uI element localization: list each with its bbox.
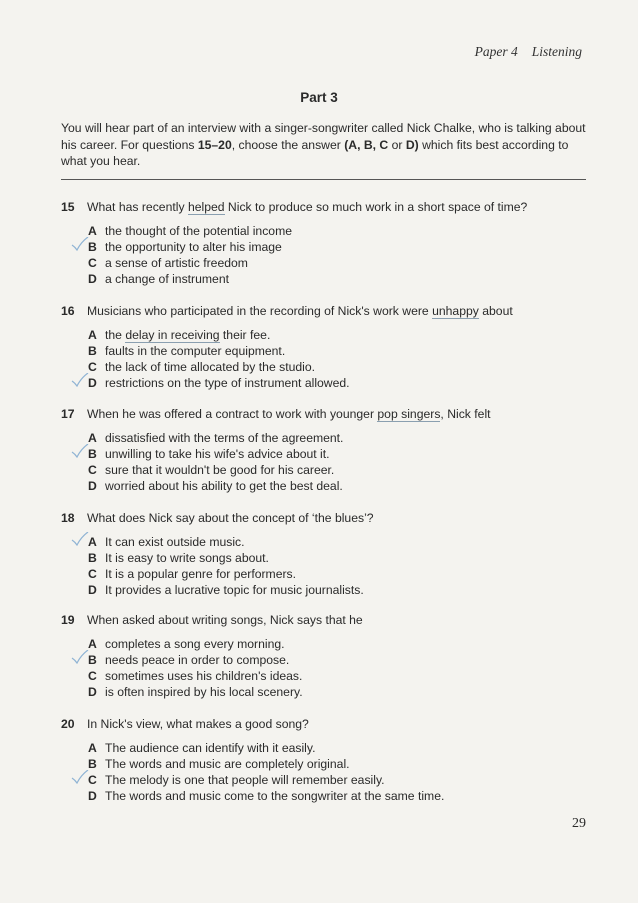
answer-option-a: [61, 430, 591, 446]
tick-mark-icon: [71, 770, 89, 784]
option-text: a change of instrument: [105, 272, 229, 286]
question-text: What does Nick say about the concept of ‘the blues’?: [87, 511, 374, 525]
answer-options: [61, 327, 591, 391]
answer-option-d: [61, 478, 591, 494]
section-label: Listening: [531, 44, 582, 59]
option-text: It provides a lucrative topic for music journalists.: [105, 583, 364, 597]
question-number: 17: [61, 407, 75, 421]
option-text: sometimes uses his children's ideas.: [105, 669, 303, 683]
option-letter: B: [88, 551, 97, 565]
option-letter: A: [88, 741, 97, 755]
option-text: unwilling to take his wife's advice about it.: [105, 447, 330, 461]
question-stem: [61, 198, 591, 216]
intro-text-1: You will hear part of an interview with a singer-songwriter called Nick Chalke, who is talking about his career. For questions: [61, 121, 586, 152]
answer-option-b: [61, 550, 591, 566]
answer-option-d: [61, 788, 591, 804]
answer-options: [61, 740, 591, 804]
answer-option-d: [61, 271, 591, 287]
option-text: completes a song every morning.: [105, 637, 285, 651]
option-letter: B: [88, 344, 97, 358]
option-letter: D: [88, 583, 97, 597]
answer-option-b: [61, 446, 591, 462]
question-18: [61, 509, 591, 598]
answer-option-d: [61, 582, 591, 598]
option-letter: A: [88, 431, 97, 445]
instructions: [61, 120, 589, 170]
option-letter: A: [88, 535, 97, 549]
option-text: The audience can identify with it easily.: [105, 741, 316, 755]
underline-mark: pop singers: [377, 407, 441, 421]
option-letter: D: [88, 789, 97, 803]
answer-option-d: [61, 684, 591, 700]
option-letter: B: [88, 653, 97, 667]
answer-option-c: [61, 359, 591, 375]
answer-option-a: [61, 534, 591, 550]
option-letter: C: [88, 773, 97, 787]
option-text: needs peace in order to compose.: [105, 653, 290, 667]
answer-option-b: [61, 756, 591, 772]
tick-mark-icon: [71, 237, 89, 251]
option-text: The words and music are completely original.: [105, 757, 350, 771]
underline-mark: unhappy: [432, 304, 479, 318]
question-20: [61, 715, 591, 804]
option-letter: D: [88, 376, 97, 390]
question-number: 19: [61, 613, 75, 627]
answer-option-b: [61, 239, 591, 255]
option-text: It is easy to write songs about.: [105, 551, 269, 565]
answer-option-b: [61, 652, 591, 668]
option-text: the delay in receiving their fee.: [105, 328, 271, 342]
question-number: 20: [61, 717, 75, 731]
question-text: When asked about writing songs, Nick says that he: [87, 613, 363, 627]
intro-text-4: which fits best according to what you hear.: [61, 137, 569, 168]
question-number: 16: [61, 304, 75, 318]
tick-mark-icon: [71, 650, 89, 664]
option-letter: B: [88, 757, 97, 771]
answer-option-a: [61, 223, 591, 239]
answer-option-c: [61, 668, 591, 684]
question-17: [61, 405, 591, 494]
question-number: 15: [61, 200, 75, 214]
question-text: What has recently helped Nick to produce so much work in a short space of time?: [87, 200, 528, 214]
answer-option-d: [61, 375, 591, 391]
tick-mark-icon: [71, 444, 89, 458]
intro-last-choice: D): [405, 137, 419, 152]
option-letter: B: [88, 447, 97, 461]
option-text: The melody is one that people will remember easily.: [105, 773, 385, 787]
tick-mark-icon: [71, 532, 89, 546]
part-title: Part 3: [300, 90, 338, 105]
option-text: dissatisfied with the terms of the agreement.: [105, 431, 344, 445]
option-text: the thought of the potential income: [105, 224, 293, 238]
option-letter: B: [88, 240, 97, 254]
option-letter: D: [88, 272, 97, 286]
intro-text-2: , choose the answer: [231, 137, 345, 152]
underline-mark: helped: [187, 200, 225, 214]
page-number: 29: [572, 816, 586, 831]
option-text: worried about his ability to get the best deal.: [105, 479, 343, 493]
option-text: restrictions on the type of instrument allowed.: [105, 376, 350, 390]
question-19: [61, 611, 591, 700]
option-letter: A: [88, 328, 97, 342]
option-letter: C: [88, 256, 97, 270]
answer-options: [61, 534, 591, 598]
option-text: The words and music come to the songwriter at the same time.: [105, 789, 445, 803]
option-text: It can exist outside music.: [105, 535, 245, 549]
answer-options: [61, 430, 591, 494]
question-text: When he was offered a contract to work with younger pop singers, Nick felt: [87, 407, 491, 421]
option-text: is often inspired by his local scenery.: [105, 685, 303, 699]
answer-option-c: [61, 462, 591, 478]
answer-option-c: [61, 772, 591, 788]
option-letter: D: [88, 685, 97, 699]
option-letter: D: [88, 479, 97, 493]
option-letter: C: [88, 360, 97, 374]
question-stem: [61, 611, 591, 629]
answer-option-a: [61, 327, 591, 343]
intro-question-range: 15–20: [197, 137, 232, 152]
answer-option-a: [61, 740, 591, 756]
option-text: a sense of artistic freedom: [105, 256, 248, 270]
option-text: faults in the computer equipment.: [105, 344, 286, 358]
intro-choices: (A, B, C: [344, 137, 389, 152]
option-letter: A: [88, 224, 97, 238]
question-text: In Nick's view, what makes a good song?: [87, 717, 309, 731]
answer-options: [61, 636, 591, 700]
question-stem: [61, 715, 591, 733]
question-16: [61, 302, 591, 391]
intro-text-3: or: [388, 137, 406, 152]
answer-option-c: [61, 255, 591, 271]
tick-mark-icon: [71, 373, 89, 387]
question-stem: [61, 302, 591, 320]
option-text: the lack of time allocated by the studio.: [105, 360, 316, 374]
answer-option-a: [61, 636, 591, 652]
paper-label: Paper 4: [474, 44, 518, 59]
question-text: Musicians who participated in the recording of Nick's work were unhappy about: [87, 304, 513, 318]
option-letter: C: [88, 463, 97, 477]
option-text: the opportunity to alter his image: [105, 240, 282, 254]
question-15: [61, 198, 591, 287]
question-stem: [61, 509, 591, 527]
option-letter: C: [88, 669, 97, 683]
option-letter: C: [88, 567, 97, 581]
option-text: sure that it wouldn't be good for his career.: [105, 463, 335, 477]
question-stem: [61, 405, 591, 423]
underline-mark: delay in receiving: [125, 328, 220, 342]
question-number: 18: [61, 511, 75, 525]
answer-option-b: [61, 343, 591, 359]
divider: [61, 179, 586, 180]
option-text: It is a popular genre for performers.: [105, 567, 297, 581]
page-header: [475, 44, 582, 60]
answer-option-c: [61, 566, 591, 582]
option-letter: A: [88, 637, 97, 651]
answer-options: [61, 223, 591, 287]
